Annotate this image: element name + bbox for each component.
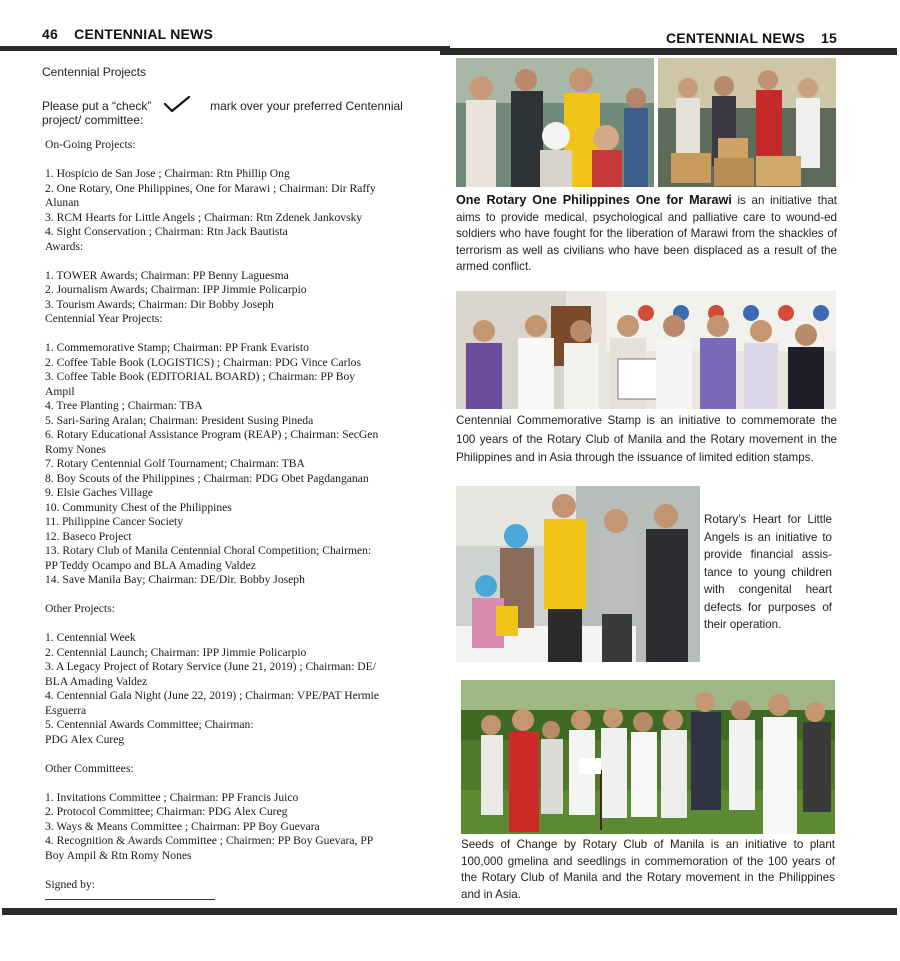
blank-line <box>45 617 423 632</box>
right-page-number: 15 <box>821 30 838 46</box>
list-line: 4. Recognition & Awards Committee ; Chairmen: PP Boy Guevara, PP <box>45 834 374 847</box>
checkmark-icon <box>163 95 193 111</box>
list-line: 4. Centennial Gala Night (June 22, 2019) ; Chairman: VPE/PAT Hermie <box>45 689 380 702</box>
list-line: PP Teddy Ocampo and BLA Amading Valdez <box>45 558 256 572</box>
blank-line <box>45 588 423 603</box>
list-line: 10. Community Chest of the Philippines <box>45 500 232 514</box>
list-line: Signed by: <box>45 877 95 891</box>
instruction-before: Please put a “check” <box>42 99 152 113</box>
instruction-after: mark over your preferred Centennial <box>210 99 403 113</box>
list-line: 3. Tourism Awards; Chairman: Dir Bobby Joseph <box>45 297 274 311</box>
marawi-photo <box>456 58 836 187</box>
header-rule-left <box>0 46 450 51</box>
list-line: 3. Coffee Table Book (EDITORIAL BOARD) ; Chairman: PP Boy <box>45 370 356 383</box>
list-line: BLA Amading Valdez <box>45 674 148 688</box>
list-line: 1. Hospicio de San Jose ; Chairman: Rtn Phillip Ong <box>45 167 290 180</box>
blank-line <box>45 776 423 791</box>
list-line: 1. Commemorative Stamp; Chairman: PP Frank Evaristo <box>45 341 309 354</box>
instruction-line2: project/ committee: <box>42 113 144 127</box>
list-line: On-Going Projects: <box>45 138 136 151</box>
section-title: Centennial Projects <box>42 65 147 79</box>
list-line: Ampil <box>45 384 75 398</box>
list-line: 3. A Legacy Project of Rotary Service (June 21, 2019) ; Chairman: DE/ <box>45 660 376 673</box>
blank-line <box>45 863 423 878</box>
list-line: 5. Sari-Saring Aralan; Chairman: President Susing Pineda <box>45 413 314 427</box>
list-line: Boy Ampil & Rtn Romy Nones <box>45 848 192 862</box>
list-line: 2. Protocol Committee; Chairman: PDG Alex Cureg <box>45 805 288 818</box>
list-line: Awards: <box>45 239 84 253</box>
right-header-title: CENTENNIAL NEWS <box>666 30 805 46</box>
list-line: 13. Rotary Club of Manila Centennial Choral Competition; Chairmen: <box>45 544 372 557</box>
right-page-header <box>666 30 837 46</box>
blank-line <box>45 254 423 269</box>
list-line: Other Committees: <box>45 761 134 775</box>
list-line: 6. Rotary Educational Assistance Program (REAP) ; Chairman: SecGen <box>45 428 379 441</box>
stamp-caption: Centennial Commemorative Stamp is an initiative to commemorate the 100 years of the Rotary Club of Manila and the Rotary movement in the Philippines and in Asia through the issuance of limited edition stamps. <box>456 414 837 464</box>
blank-line <box>45 327 423 342</box>
seeds-caption: Seeds of Change by Rotary Club of Manila is an initiative to plant 100,000 gmelina and seedlings in commemoration of the 100 years of the Rotary Club of Manila and the Rotary movement in the Philippines and in Asia. <box>461 838 835 901</box>
list-line: 1. Centennial Week <box>45 631 136 644</box>
list-line: 3. RCM Hearts for Little Angels ; Chairman: Rtn Zdenek Jankovsky <box>45 210 363 224</box>
list-line: 11. Philippine Cancer Society <box>45 515 184 528</box>
list-line: Other Projects: <box>45 602 115 615</box>
marawi-caption-lead: One Rotary One Philippines One for Marawi <box>456 193 732 207</box>
list-line: Alunan <box>45 196 80 209</box>
signature-line <box>45 899 215 900</box>
marawi-caption <box>456 192 837 276</box>
marawi-caption-body: is an initiative that aims to provide medical, psychological and palliative care to wound-ed soldiers who have fought for the liberation of Marawi from the shackles of terrorism as well as civilians who have been displaced as a result of the armed conflict. <box>456 194 837 273</box>
blank-line <box>45 153 423 168</box>
list-line: 4. Sight Conservation ; Chairman: Rtn Jack Bautista <box>45 225 288 238</box>
projects-list <box>45 138 423 892</box>
check-instruction <box>42 95 422 127</box>
list-line: 3. Ways & Means Committee ; Chairman: PP Boy Guevara <box>45 819 320 833</box>
stamp-photo <box>456 291 836 409</box>
list-line: 8. Boy Scouts of the Philippines ; Chairman: PDG Obet Pagdanganan <box>45 471 369 485</box>
list-line: 9. Elsie Gaches Village <box>45 486 153 499</box>
footer-rule <box>2 908 897 915</box>
list-line: 2. Journalism Awards; Chairman: IPP Jimmie Policarpio <box>45 283 307 296</box>
list-line: 2. Coffee Table Book (LOGISTICS) ; Chairman: PDG Vince Carlos <box>45 355 361 369</box>
list-line: 5. Centennial Awards Committee; Chairman: <box>45 718 254 731</box>
list-line: 2. Centennial Launch; Chairman: IPP Jimmie Policarpio <box>45 645 307 659</box>
list-line: 2. One Rotary, One Philippines, One for Marawi ; Chairman: Dir Raffy <box>45 181 376 195</box>
list-line: 12. Baseco Project <box>45 529 132 543</box>
list-line: 14. Save Manila Bay; Chairman: DE/Dir. Bobby Joseph <box>45 573 305 586</box>
list-line: Centennial Year Projects: <box>45 312 163 325</box>
list-line: 4. Tree Planting ; Chairman: TBA <box>45 399 203 412</box>
list-line: Romy Nones <box>45 442 106 456</box>
left-page-number: 46 <box>42 26 58 42</box>
hearts-photo <box>456 486 700 662</box>
seeds-photo <box>461 680 835 834</box>
header-rule-right <box>440 48 897 55</box>
list-line: 1. TOWER Awards; Chairman: PP Benny Laguesma <box>45 268 289 282</box>
list-line: 7. Rotary Centennial Golf Tournament; Chairman: TBA <box>45 457 305 470</box>
left-page-header <box>42 26 213 42</box>
list-line: Esguerra <box>45 703 87 717</box>
list-line: 1. Invitations Committee ; Chairman: PP Francis Juico <box>45 790 299 804</box>
hearts-caption: Rotary’s Heart for Little Angels is an initiative to provide financial assis-tance to young children with congenital heart defects for purposes of their operation. <box>704 513 832 631</box>
blank-line <box>45 747 423 762</box>
list-line: PDG Alex Cureg <box>45 732 125 746</box>
left-header-title: CENTENNIAL NEWS <box>74 26 214 42</box>
